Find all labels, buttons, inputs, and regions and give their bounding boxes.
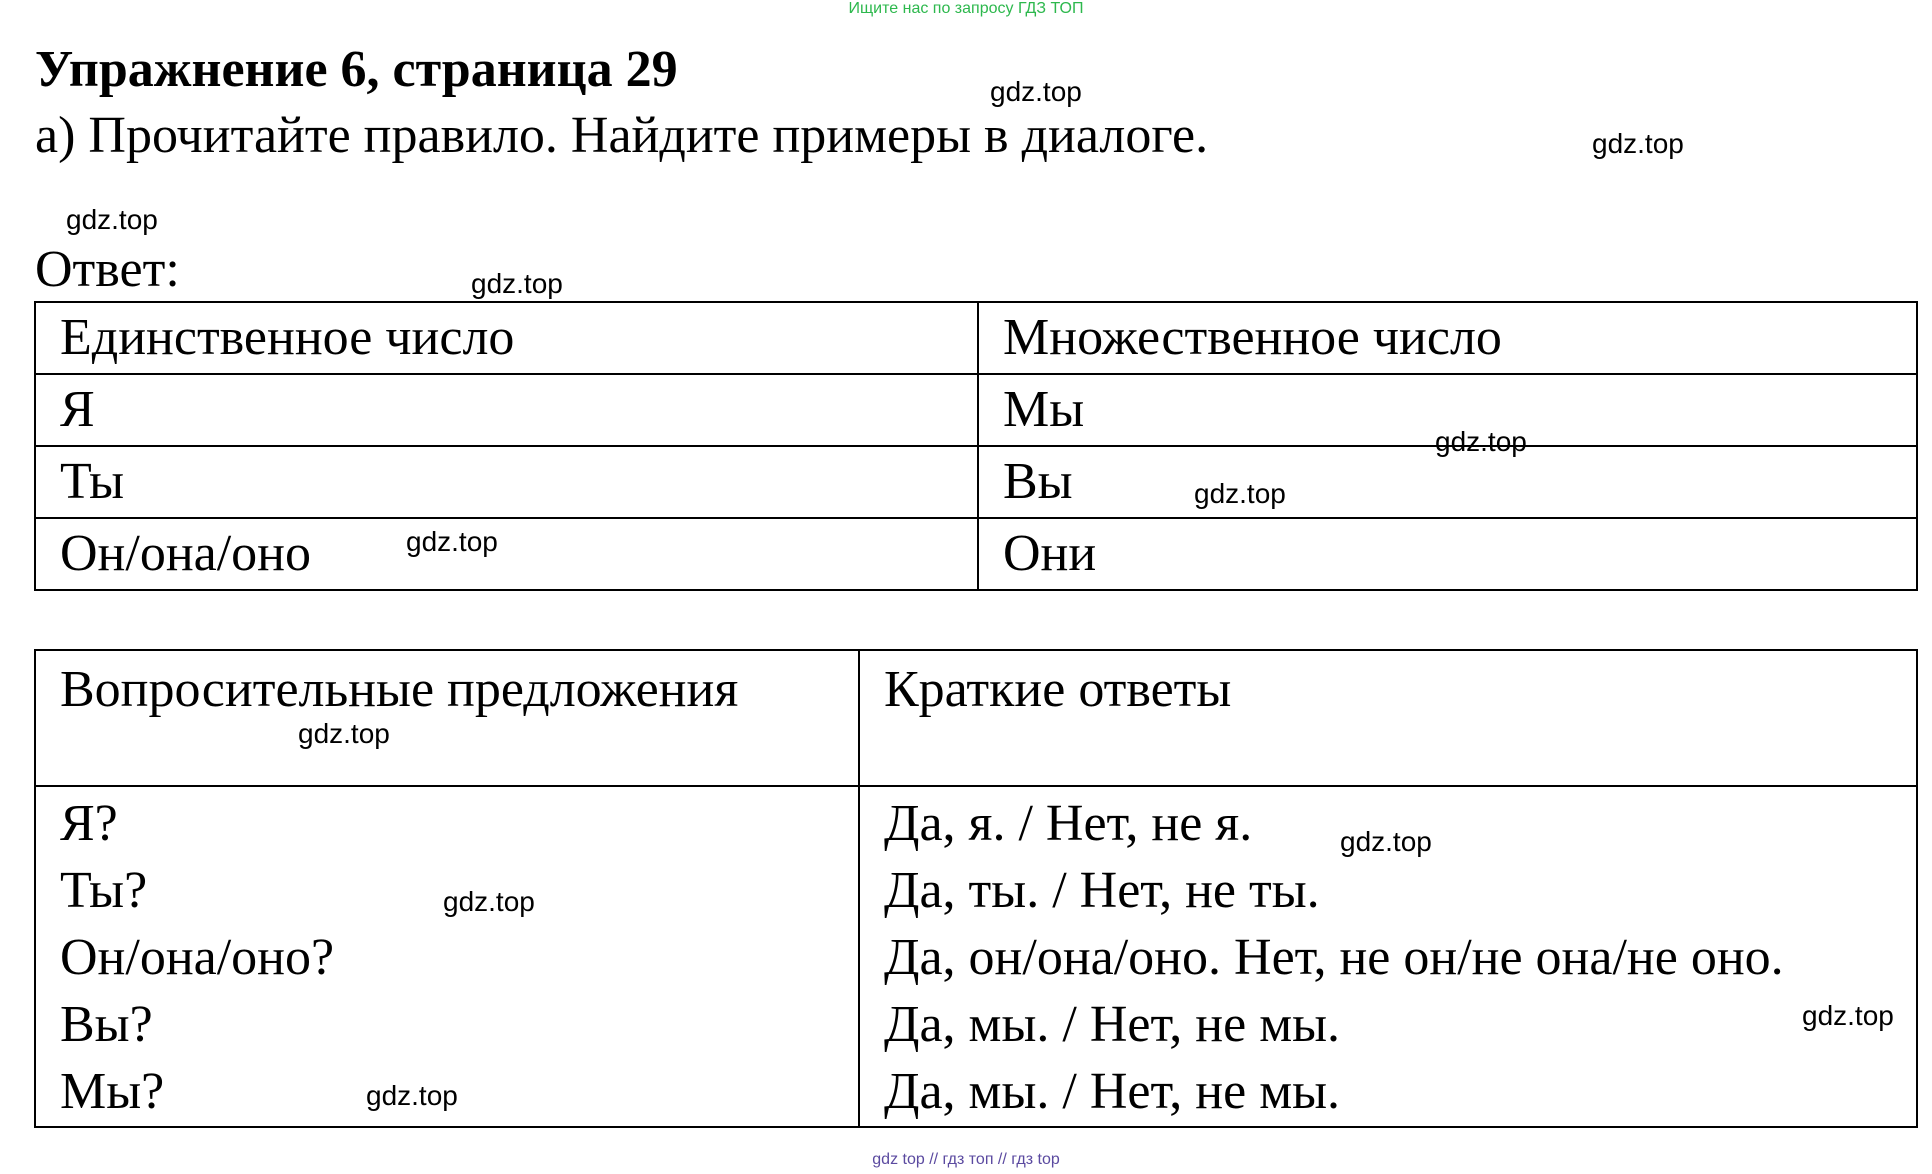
- question-line: Вы?: [60, 996, 153, 1053]
- question-line: Я?: [60, 795, 118, 852]
- watermark: gdz.top: [66, 204, 158, 235]
- watermark: gdz.top: [406, 526, 498, 557]
- plural-cell: Они: [978, 518, 1917, 590]
- question-line: Он/она/оно?: [60, 929, 335, 986]
- question-line: Мы?: [60, 1063, 165, 1120]
- watermark: gdz.top: [990, 76, 1082, 107]
- header-plural: Множественное число: [978, 302, 1917, 374]
- questions-cell: [35, 786, 859, 1127]
- question-line: Ты?: [60, 862, 148, 919]
- answer-label: Ответ:: [35, 241, 180, 298]
- header-singular: Единственное число: [35, 302, 978, 374]
- table-row: [35, 374, 1917, 446]
- answer-line: Да, мы. / Нет, не мы.: [884, 996, 1341, 1053]
- watermark: gdz.top: [443, 886, 535, 917]
- top-search-note: Ищите нас по запросу ГДЗ ТОП: [848, 0, 1084, 17]
- watermark: gdz.top: [298, 718, 390, 749]
- header-short-answers: Краткие ответы: [859, 650, 1917, 786]
- table-row: [35, 518, 1917, 590]
- table-row: [35, 446, 1917, 518]
- plural-cell: Мы: [978, 374, 1917, 446]
- answer-line: Да, я. / Нет, не я.: [884, 795, 1253, 852]
- answer-line: Да, он/она/оно. Нет, не он/не она/не оно.: [884, 929, 1784, 986]
- answer-line: Да, мы. / Нет, не мы.: [884, 1063, 1341, 1120]
- watermark: gdz.top: [1435, 426, 1527, 457]
- watermark: gdz.top: [1592, 128, 1684, 159]
- plural-cell: Вы: [978, 446, 1917, 518]
- exercise-title: Упражнение 6, страница 29: [35, 41, 678, 98]
- table-row: [35, 786, 1917, 1127]
- answer-line: Да, ты. / Нет, не ты.: [884, 862, 1320, 919]
- singular-cell: Ты: [35, 446, 978, 518]
- exercise-instruction: а) Прочитайте правило. Найдите примеры в диалоге.: [35, 107, 1209, 164]
- watermark: gdz.top: [1802, 1000, 1894, 1031]
- watermark: gdz.top: [1340, 826, 1432, 857]
- watermark: gdz.top: [1194, 478, 1286, 509]
- singular-cell: Он/она/оно: [35, 518, 978, 590]
- singular-cell: Я: [35, 374, 978, 446]
- watermark: gdz.top: [366, 1080, 458, 1111]
- table-header-row: [35, 302, 1917, 374]
- watermark: gdz.top: [471, 268, 563, 299]
- header-questions: Вопросительные предложения: [35, 650, 859, 786]
- pronoun-number-table: [34, 301, 1918, 591]
- footer-watermark: gdz top // гдз топ // гдз top: [872, 1151, 1060, 1168]
